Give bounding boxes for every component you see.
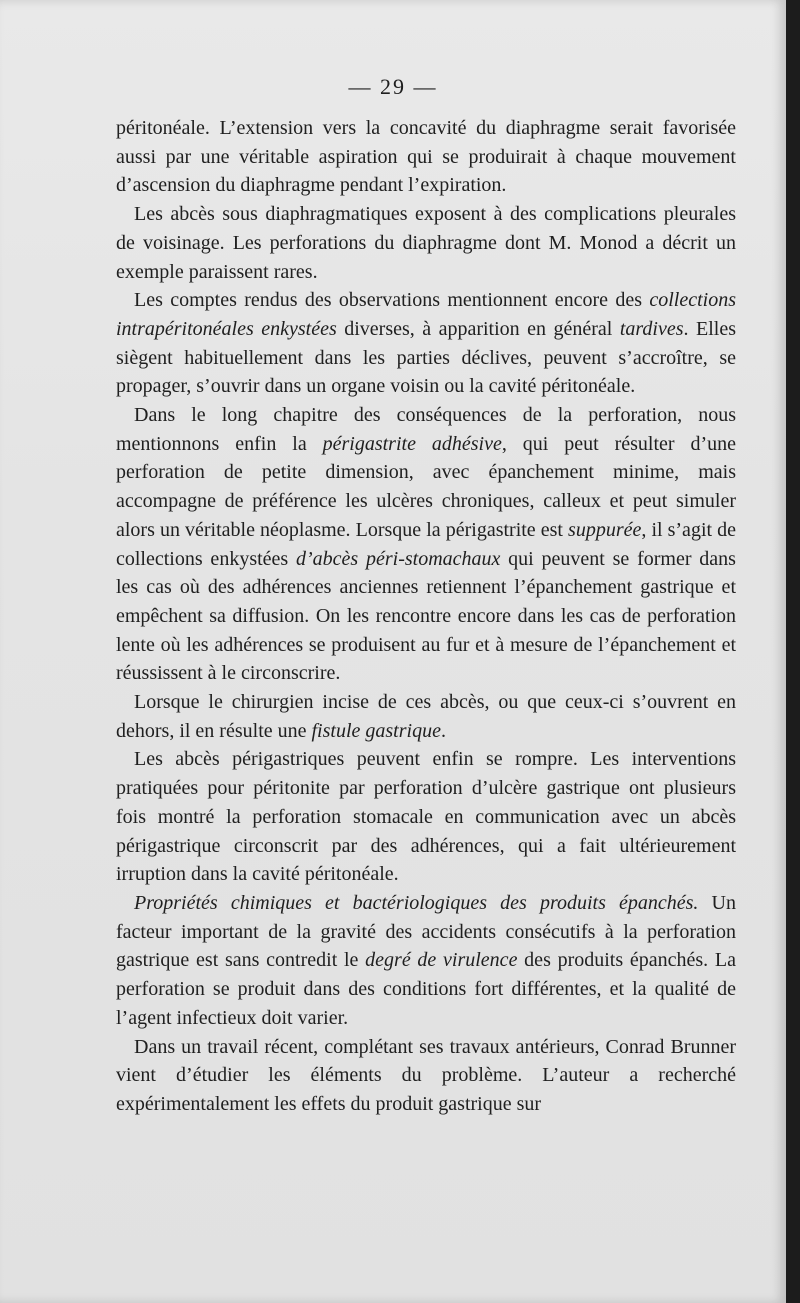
paragraph-3 [116,286,736,401]
italic-fistule: fistule gastrique [311,719,441,742]
paragraph-5 [116,688,736,745]
paragraph-5-text-a: Lorsque le chirurgien incise de ces abcès, ou que ceux-ci s’ouvrent en dehors, il en résulte une [116,691,736,742]
paragraph-4 [116,401,736,688]
italic-section-heading: Propriétés chimiques et bactériologiques des produits épanchés. [134,891,699,914]
paragraph-3-text-a: Les comptes rendus des observations mentionnent encore des [134,289,650,312]
paragraph-1-text: péritonéale. L’extension vers la concavité du diaphragme serait favorisée aussi par une véritable aspiration qui se produirait à chaque mouvement d’ascension du diaphragme pendant l’expiration. [116,117,736,197]
italic-tardives: tardives [619,317,684,340]
paragraph-7 [116,889,736,1033]
paragraph-4-text-c: , il s’agit de collections enkystées [116,518,736,570]
paragraph-8 [116,1033,736,1119]
italic-collections: collections intrapéritonéales enkystées [116,289,736,340]
body-text [116,114,736,1119]
italic-perigastrite: périgastrite adhésive [322,432,502,455]
paragraph-8-text: Dans un travail récent, complétant ses travaux antérieurs, Conrad Brunner vient d’étudier les éléments du problème. L’auteur a recherché expérimentalement les effets du produit gastrique sur [116,1035,736,1115]
paragraph-1 [116,114,736,200]
paragraph-4-text-d: qui peuvent se former dans les cas où des adhérences anciennes retiennent l’épanchement gastrique et empêchent sa diffusion. On les rencontre encore dans les cas de perforation lente où les adhérences se produisent au fur et à mesure de l’épanchement et réussissent à le circonscrire. [116,547,736,685]
paragraph-6-text: Les abcès périgastriques peuvent enfin se rompre. Les interventions pratiquées pour péritonite par perforation d’ulcère gastrique ont plusieurs fois montré la perforation stomacale en communication avec un abcès périgastrique circonscrit par des adhérences, qui a fait ultérieurement irruption dans la cavité péritonéale. [116,748,736,886]
paragraph-3-text-c: . Elles siègent habituellement dans les parties déclives, peuvent s’accroître, se propager, s’ouvrir dans un organe voisin ou la cavité péritonéale. [116,317,736,398]
paragraph-4-text-a: Dans le long chapitre des conséquences de la perforation, nous mentionnons enfin la [116,404,736,455]
paragraph-3-text-b: diverses, à apparition en général [336,317,620,340]
paragraph-4-text-b: , qui peut résulter d’une perforation de petite dimension, avec épanchement minime, mais accompagne de préférence les ulcères chroniques, calleux et peut simuler alors un véritable néoplasme. Lorsque la périgastrite est [116,432,736,541]
paragraph-7-text-b: des produits épanchés. La perforation se produit dans des conditions fort différentes, et la qualité de l’agent infectieux doit varier. [116,949,736,1029]
paragraph-6 [116,745,736,889]
paragraph-2 [116,200,736,286]
paragraph-2-text: Les abcès sous diaphragmatiques exposent à des complications pleurales de voisinage. Les perforations du diaphragme dont M. Monod a décrit un exemple paraissent rares. [116,203,736,283]
italic-suppuree: suppurée [568,518,642,541]
italic-abces: d’abcès péri-stomachaux [295,547,501,570]
paragraph-5-text-b: . [440,719,446,742]
paragraph-7-text-a: Un facteur important de la gravité des accidents consécutifs à la perforation gastrique est sans contredit le [116,891,736,972]
italic-virulence: degré de virulence [365,949,518,972]
page-number: — 29 — [348,74,438,99]
